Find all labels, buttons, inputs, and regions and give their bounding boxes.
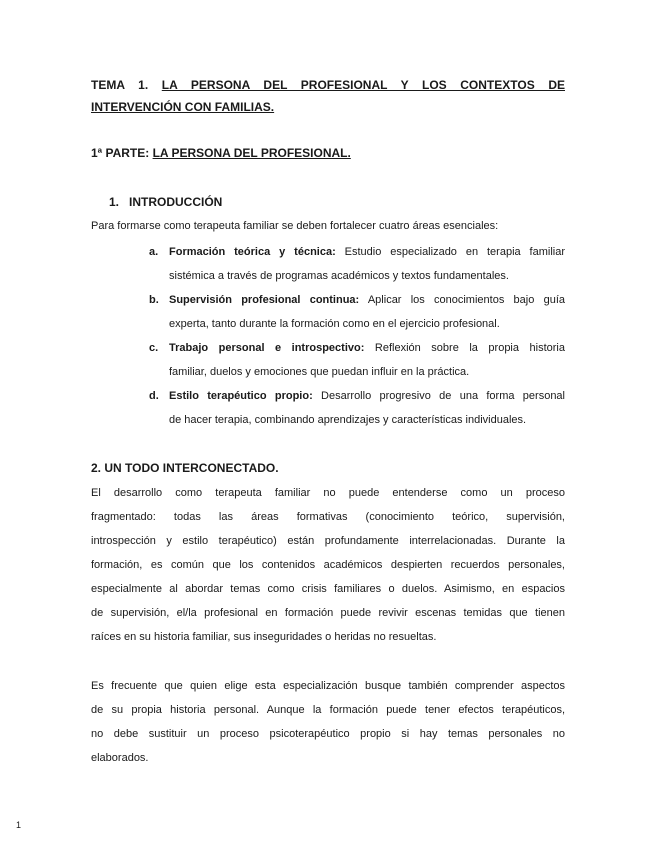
list-item-label: Supervisión profesional continua: — [169, 294, 360, 306]
list-item-label: Formación teórica y técnica: — [169, 246, 336, 258]
list-item-line-2: experta, tanto durante la formación como en el ejercicio profesional. — [169, 318, 500, 330]
list-item-line-1 — [169, 240, 565, 264]
areas-list — [149, 240, 565, 432]
paragraph-1 — [91, 481, 565, 649]
list-item-line-2: de hacer terapia, combinando aprendizajes y características individuales. — [169, 414, 527, 426]
list-item-label: Estilo terapéutico propio: — [169, 390, 313, 402]
list-item — [149, 240, 565, 288]
paragraph-line: El desarrollo como terapeuta familiar no puede entenderse como un proceso — [91, 487, 565, 499]
list-item — [149, 288, 565, 336]
paragraph-line: de supervisión, el/la profesional en formación puede revivir escenas temidas que tienen — [91, 607, 565, 619]
title-line-1 — [91, 74, 565, 96]
list-item-label: Trabajo personal e introspectivo: — [169, 342, 365, 354]
section-heading-interconectado: 2. UN TODO INTERCONECTADO. — [91, 461, 279, 475]
list-item-line-2: sistémica a través de programas académicos y textos fundamentales. — [169, 270, 509, 282]
title-text-1: LA PERSONA DEL PROFESIONAL Y LOS CONTEXTOS DE — [161, 78, 565, 92]
list-item-line-1 — [169, 384, 565, 408]
paragraph-line: elaborados. — [91, 752, 149, 764]
paragraph-line: introspección y estilo terapéutico) están profundamente interrelacionadas. Durante la — [91, 535, 565, 547]
list-item-text: Estudio especializado en terapia familiar — [335, 246, 565, 258]
list-item-text: Reflexión sobre la propia historia — [364, 342, 565, 354]
list-marker: d. — [149, 390, 159, 402]
paragraph-line: especialmente al abordar temas como crisis familiares o duelos. Asimismo, en espacios — [91, 583, 565, 595]
list-item — [149, 384, 565, 432]
paragraph-line: fragmentado: todas las áreas formativas (conocimiento teórico, supervisión, — [91, 511, 565, 523]
section-heading-introduccion: 1. INTRODUCCIÓN — [109, 195, 223, 209]
list-item — [149, 336, 565, 384]
page-number: 1 — [16, 820, 22, 830]
title-line-2: INTERVENCIÓN CON FAMILIAS. — [91, 100, 275, 114]
list-item-text: Aplicar los conocimientos bajo guía — [359, 294, 565, 306]
list-item-line-1 — [169, 288, 565, 312]
part-heading — [91, 143, 351, 163]
part-prefix: 1ª PARTE: — [91, 146, 150, 160]
paragraph-line: no debe sustituir un proceso psicoterapéutico propio si hay temas personales no — [91, 728, 565, 740]
list-marker: c. — [149, 342, 159, 354]
part-title: LA PERSONA DEL PROFESIONAL. — [152, 146, 351, 160]
paragraph-line: de su propia historia personal. Aunque la formación puede tener efectos terapéuticos, — [91, 704, 565, 716]
paragraph-line: raíces en su historia familiar, sus inseguridades o heridas no resueltas. — [91, 631, 437, 643]
title-prefix: TEMA 1. — [91, 78, 149, 92]
paragraph-line: formación, es común que los contenidos académicos despierten recuerdos personales, — [91, 559, 565, 571]
list-item-line-1 — [169, 336, 565, 360]
list-item-line-2: familiar, duelos y emociones que puedan influir en la práctica. — [169, 366, 470, 378]
document-title — [91, 74, 565, 118]
list-marker: a. — [149, 246, 159, 258]
list-marker: b. — [149, 294, 159, 306]
paragraph-2 — [91, 674, 565, 770]
list-item-text: Desarrollo progresivo de una forma personal — [312, 390, 565, 402]
paragraph-line: Es frecuente que quien elige esta especialización busque también comprender aspectos — [91, 680, 565, 692]
intro-paragraph: Para formarse como terapeuta familiar se deben fortalecer cuatro áreas esenciales: — [91, 220, 499, 232]
